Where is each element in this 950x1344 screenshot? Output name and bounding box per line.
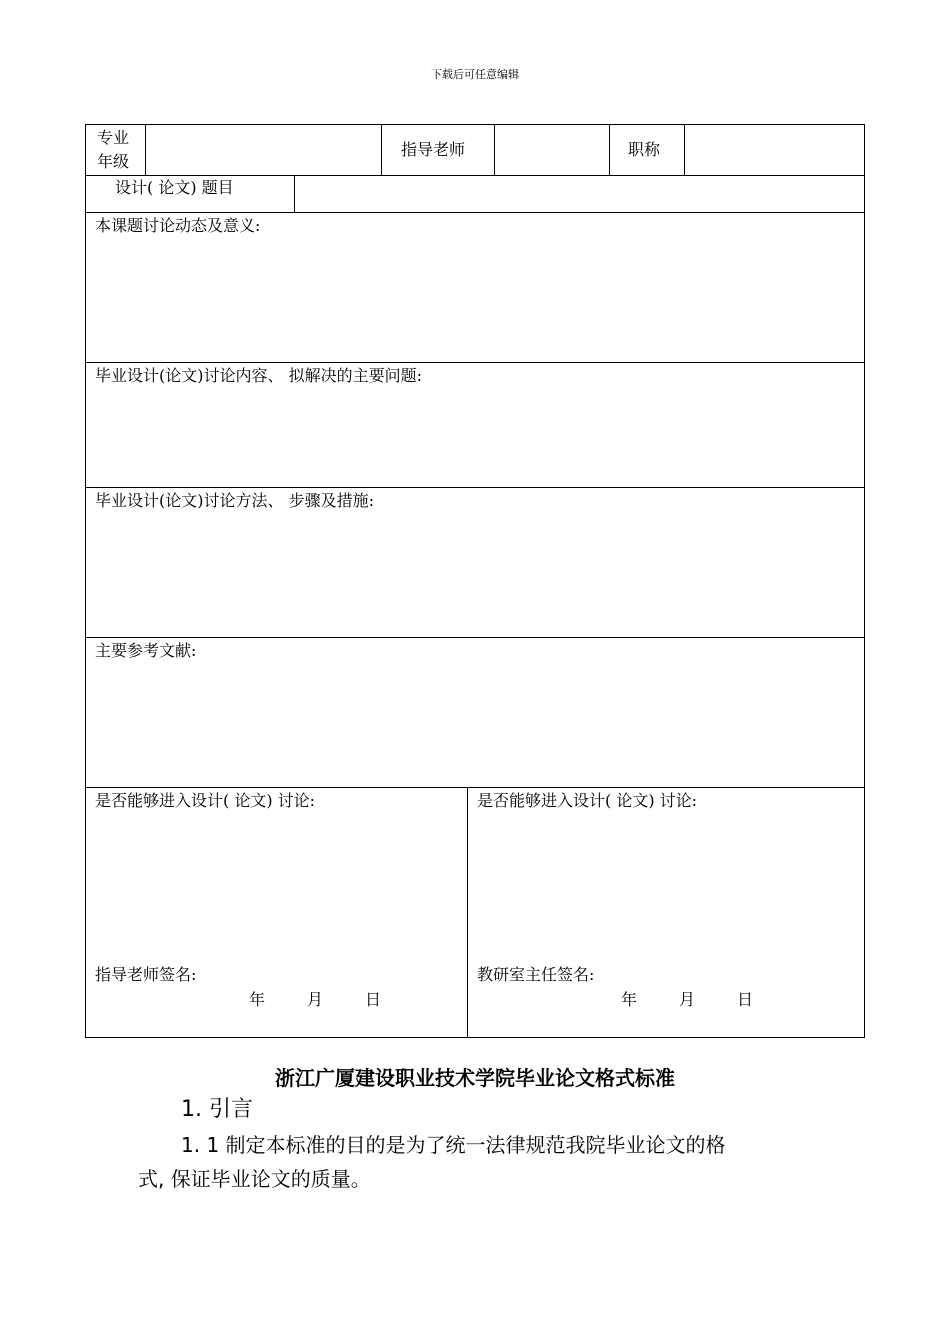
row-divider [85,637,865,638]
major-grade-label-2: 年级 [97,152,130,171]
advisor-signature-label: 指导老师签名: [95,965,197,984]
col-divider [467,787,468,1038]
section-research-significance: 本课题讨论动态及意义: [95,216,261,235]
right-month: 月 [679,990,696,1009]
row-divider [85,212,865,213]
col-divider [294,175,295,212]
section-research-content: 毕业设计(论文)讨论内容、 拟解决的主要问题: [95,366,422,385]
col-divider [494,124,495,175]
left-approval-question: 是否能够进入设计( 论文) 讨论: [95,791,316,810]
standard-title: 浙江广厦建设职业技术学院毕业论文格式标准 [275,1066,675,1090]
left-year: 年 [249,990,266,1009]
left-day: 日 [365,990,382,1009]
row-divider [85,362,865,363]
major-grade-label: 专业 [97,128,130,147]
paragraph-line-2: 式, 保证毕业论文的质量。 [138,1167,371,1191]
header-note: 下载后可任意编辑 [431,68,519,81]
right-year: 年 [621,990,638,1009]
form-table [85,124,865,1038]
advisor-label: 指导老师 [401,140,466,159]
row-divider [85,175,865,176]
director-signature-label: 教研室主任签名: [477,965,595,984]
left-month: 月 [307,990,324,1009]
row-divider [85,487,865,488]
col-divider [145,124,146,175]
right-approval-question: 是否能够进入设计( 论文) 讨论: [477,791,698,810]
paragraph-line-1: 1. 1 制定本标准的目的是为了统一法律规范我院毕业论文的格 [181,1133,726,1157]
row-divider [85,787,865,788]
section-research-methods: 毕业设计(论文)讨论方法、 步骤及措施: [95,491,374,510]
thesis-topic-label: 设计( 论文) 题目 [115,178,234,197]
section-heading: 1. 引言 [181,1097,253,1122]
right-day: 日 [737,990,754,1009]
col-divider [381,124,382,175]
section-references: 主要参考文献: [95,641,197,660]
col-divider [684,124,685,175]
title-rank-label: 职称 [628,140,661,159]
col-divider [609,124,610,175]
